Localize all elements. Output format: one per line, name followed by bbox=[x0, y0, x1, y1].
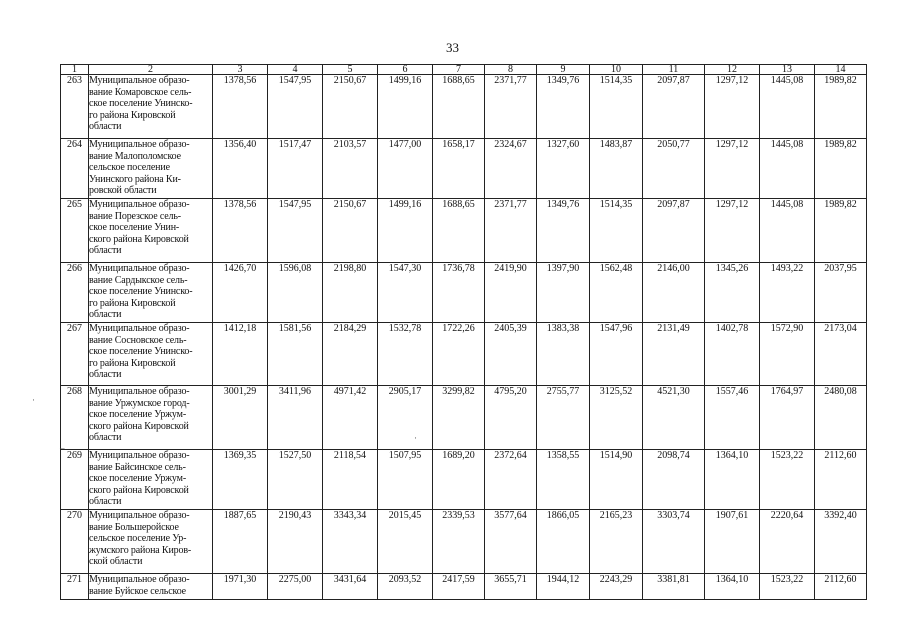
value-cell-col-4: 1581,56 bbox=[268, 323, 323, 386]
column-header-3: 3 bbox=[213, 65, 268, 75]
municipality-name: Муниципальное образо- вание Порезское сель- ское поселение Унин- ского района Кировской области bbox=[89, 199, 213, 263]
value-cell-col-9: 1327,60 bbox=[537, 139, 590, 199]
table-row bbox=[61, 323, 867, 386]
value-cell-col-12: 1402,78 bbox=[705, 323, 760, 386]
row-number: 268 bbox=[61, 386, 89, 450]
value-cell-col-6: 1507,95 bbox=[378, 450, 433, 510]
value-cell-col-5: 4971,42 bbox=[323, 386, 378, 450]
value-cell-col-14: 2112,60 bbox=[815, 574, 867, 600]
value-cell-col-11: 4521,30 bbox=[643, 386, 705, 450]
table-row bbox=[61, 574, 867, 600]
value-cell-col-11: 2097,87 bbox=[643, 75, 705, 139]
value-cell-col-5: 2184,29 bbox=[323, 323, 378, 386]
value-cell-col-3: 1356,40 bbox=[213, 139, 268, 199]
value-cell-col-5: 2118,54 bbox=[323, 450, 378, 510]
value-cell-col-10: 1514,35 bbox=[590, 199, 643, 263]
value-cell-col-4: 1547,95 bbox=[268, 199, 323, 263]
value-cell-col-12: 1364,10 bbox=[705, 574, 760, 600]
value-cell-col-11: 2098,74 bbox=[643, 450, 705, 510]
data-table bbox=[60, 64, 867, 600]
table-row bbox=[61, 510, 867, 574]
value-cell-col-3: 1887,65 bbox=[213, 510, 268, 574]
value-cell-col-9: 2755,77 bbox=[537, 386, 590, 450]
value-cell-col-10: 1547,96 bbox=[590, 323, 643, 386]
value-cell-col-8: 4795,20 bbox=[485, 386, 537, 450]
value-cell-col-12: 1297,12 bbox=[705, 75, 760, 139]
value-cell-col-11: 2097,87 bbox=[643, 199, 705, 263]
column-header-6: 6 bbox=[378, 65, 433, 75]
value-cell-col-5: 3431,64 bbox=[323, 574, 378, 600]
value-cell-col-4: 1596,08 bbox=[268, 263, 323, 323]
value-cell-col-6: 2093,52 bbox=[378, 574, 433, 600]
value-cell-col-14: 2037,95 bbox=[815, 263, 867, 323]
value-cell-col-3: 1971,30 bbox=[213, 574, 268, 600]
value-cell-col-6: 1532,78 bbox=[378, 323, 433, 386]
value-cell-col-14: 2173,04 bbox=[815, 323, 867, 386]
value-cell-col-5: 2150,67 bbox=[323, 75, 378, 139]
value-cell-col-5: 2103,57 bbox=[323, 139, 378, 199]
value-cell-col-4: 1547,95 bbox=[268, 75, 323, 139]
row-number: 271 bbox=[61, 574, 89, 600]
value-cell-col-11: 2050,77 bbox=[643, 139, 705, 199]
municipality-name: Муниципальное образо- вание Малополомское сельское поселение Унинского района Ки- ровской области bbox=[89, 139, 213, 199]
value-cell-col-5: 3343,34 bbox=[323, 510, 378, 574]
value-cell-col-8: 2419,90 bbox=[485, 263, 537, 323]
value-cell-col-7: 1722,26 bbox=[433, 323, 485, 386]
value-cell-col-4: 3411,96 bbox=[268, 386, 323, 450]
value-cell-col-4: 1527,50 bbox=[268, 450, 323, 510]
column-header-8: 8 bbox=[485, 65, 537, 75]
stray-mark: · bbox=[414, 433, 417, 443]
value-cell-col-12: 1297,12 bbox=[705, 139, 760, 199]
value-cell-col-10: 2243,29 bbox=[590, 574, 643, 600]
value-cell-col-11: 3303,74 bbox=[643, 510, 705, 574]
value-cell-col-9: 1383,38 bbox=[537, 323, 590, 386]
column-header-9: 9 bbox=[537, 65, 590, 75]
value-cell-col-9: 1397,90 bbox=[537, 263, 590, 323]
value-cell-col-4: 1517,47 bbox=[268, 139, 323, 199]
municipality-name: Муниципальное образо- вание Уржумское город- ское поселение Уржум- ского района Кировской области bbox=[89, 386, 213, 450]
value-cell-col-12: 1345,26 bbox=[705, 263, 760, 323]
row-number: 269 bbox=[61, 450, 89, 510]
column-header-4: 4 bbox=[268, 65, 323, 75]
row-number: 265 bbox=[61, 199, 89, 263]
value-cell-col-3: 1378,56 bbox=[213, 75, 268, 139]
value-cell-col-10: 1514,90 bbox=[590, 450, 643, 510]
value-cell-col-7: 2339,53 bbox=[433, 510, 485, 574]
value-cell-col-8: 2371,77 bbox=[485, 75, 537, 139]
value-cell-col-8: 3655,71 bbox=[485, 574, 537, 600]
value-cell-col-7: 3299,82 bbox=[433, 386, 485, 450]
value-cell-col-14: 3392,40 bbox=[815, 510, 867, 574]
value-cell-col-5: 2150,67 bbox=[323, 199, 378, 263]
municipality-name: Муниципальное образо- вание Сосновское сель- ское поселение Унинско- го района Кировской области bbox=[89, 323, 213, 386]
value-cell-col-12: 1907,61 bbox=[705, 510, 760, 574]
table-body bbox=[61, 75, 867, 600]
value-cell-col-3: 1426,70 bbox=[213, 263, 268, 323]
value-cell-col-10: 1562,48 bbox=[590, 263, 643, 323]
value-cell-col-13: 1445,08 bbox=[760, 199, 815, 263]
value-cell-col-9: 1866,05 bbox=[537, 510, 590, 574]
value-cell-col-13: 1445,08 bbox=[760, 75, 815, 139]
table-header-row bbox=[61, 65, 867, 75]
value-cell-col-14: 1989,82 bbox=[815, 139, 867, 199]
value-cell-col-13: 1764,97 bbox=[760, 386, 815, 450]
row-number: 270 bbox=[61, 510, 89, 574]
value-cell-col-7: 1689,20 bbox=[433, 450, 485, 510]
margin-dash: – bbox=[60, 443, 65, 453]
column-header-7: 7 bbox=[433, 65, 485, 75]
margin-dot: · bbox=[32, 395, 35, 405]
value-cell-col-6: 2015,45 bbox=[378, 510, 433, 574]
table-row bbox=[61, 139, 867, 199]
value-cell-col-13: 1523,22 bbox=[760, 574, 815, 600]
value-cell-col-13: 2220,64 bbox=[760, 510, 815, 574]
value-cell-col-10: 3125,52 bbox=[590, 386, 643, 450]
column-header-14: 14 bbox=[815, 65, 867, 75]
row-number: 267 bbox=[61, 323, 89, 386]
value-cell-col-8: 2324,67 bbox=[485, 139, 537, 199]
value-cell-col-13: 1572,90 bbox=[760, 323, 815, 386]
value-cell-col-4: 2190,43 bbox=[268, 510, 323, 574]
value-cell-col-7: 1736,78 bbox=[433, 263, 485, 323]
value-cell-col-6: 1547,30 bbox=[378, 263, 433, 323]
value-cell-col-9: 1944,12 bbox=[537, 574, 590, 600]
row-number: 266 bbox=[61, 263, 89, 323]
value-cell-col-12: 1557,46 bbox=[705, 386, 760, 450]
table-row bbox=[61, 199, 867, 263]
column-header-10: 10 bbox=[590, 65, 643, 75]
value-cell-col-5: 2198,80 bbox=[323, 263, 378, 323]
value-cell-col-13: 1445,08 bbox=[760, 139, 815, 199]
column-header-1: 1 bbox=[61, 65, 89, 75]
value-cell-col-13: 1523,22 bbox=[760, 450, 815, 510]
value-cell-col-3: 1369,35 bbox=[213, 450, 268, 510]
value-cell-col-7: 1688,65 bbox=[433, 75, 485, 139]
value-cell-col-6: 1499,16 bbox=[378, 75, 433, 139]
value-cell-col-10: 2165,23 bbox=[590, 510, 643, 574]
value-cell-col-3: 1412,18 bbox=[213, 323, 268, 386]
value-cell-col-3: 1378,56 bbox=[213, 199, 268, 263]
value-cell-col-7: 2417,59 bbox=[433, 574, 485, 600]
value-cell-col-12: 1364,10 bbox=[705, 450, 760, 510]
table-row bbox=[61, 263, 867, 323]
value-cell-col-11: 2131,49 bbox=[643, 323, 705, 386]
municipality-name: Муниципальное образо- вание Комаровское сель- ское поселение Унинско- го района Кировской области bbox=[89, 75, 213, 139]
value-cell-col-9: 1349,76 bbox=[537, 199, 590, 263]
value-cell-col-8: 2405,39 bbox=[485, 323, 537, 386]
value-cell-col-3: 3001,29 bbox=[213, 386, 268, 450]
value-cell-col-8: 2372,64 bbox=[485, 450, 537, 510]
value-cell-col-9: 1358,55 bbox=[537, 450, 590, 510]
value-cell-col-7: 1658,17 bbox=[433, 139, 485, 199]
value-cell-col-14: 2480,08 bbox=[815, 386, 867, 450]
table-row bbox=[61, 386, 867, 450]
row-number: 264 bbox=[61, 139, 89, 199]
value-cell-col-6: 1477,00 bbox=[378, 139, 433, 199]
column-header-2: 2 bbox=[89, 65, 213, 75]
column-header-5: 5 bbox=[323, 65, 378, 75]
value-cell-col-9: 1349,76 bbox=[537, 75, 590, 139]
value-cell-col-10: 1514,35 bbox=[590, 75, 643, 139]
municipality-name: Муниципальное образо- вание Байсинское сель- ское поселение Уржум- ского района Кировской области bbox=[89, 450, 213, 510]
municipality-name: Муниципальное образо- вание Большеройское сельское поселение Ур- жумского района Киров- ской области bbox=[89, 510, 213, 574]
value-cell-col-12: 1297,12 bbox=[705, 199, 760, 263]
value-cell-col-6: 2905,17 bbox=[378, 386, 433, 450]
value-cell-col-14: 1989,82 bbox=[815, 199, 867, 263]
value-cell-col-13: 1493,22 bbox=[760, 263, 815, 323]
column-header-13: 13 bbox=[760, 65, 815, 75]
column-header-11: 11 bbox=[643, 65, 705, 75]
value-cell-col-11: 2146,00 bbox=[643, 263, 705, 323]
table-row bbox=[61, 450, 867, 510]
value-cell-col-11: 3381,81 bbox=[643, 574, 705, 600]
column-header-12: 12 bbox=[705, 65, 760, 75]
value-cell-col-7: 1688,65 bbox=[433, 199, 485, 263]
value-cell-col-14: 2112,60 bbox=[815, 450, 867, 510]
value-cell-col-6: 1499,16 bbox=[378, 199, 433, 263]
value-cell-col-8: 3577,64 bbox=[485, 510, 537, 574]
row-number: 263 bbox=[61, 75, 89, 139]
value-cell-col-10: 1483,87 bbox=[590, 139, 643, 199]
table-row bbox=[61, 75, 867, 139]
page-number: 33 bbox=[446, 40, 459, 55]
value-cell-col-14: 1989,82 bbox=[815, 75, 867, 139]
municipality-name: Муниципальное образо- вание Сардыкское сель- ское поселение Унинско- го района Кировской области bbox=[89, 263, 213, 323]
value-cell-col-8: 2371,77 bbox=[485, 199, 537, 263]
municipality-name: Муниципальное образо- вание Буйское сельское bbox=[89, 574, 213, 600]
value-cell-col-4: 2275,00 bbox=[268, 574, 323, 600]
